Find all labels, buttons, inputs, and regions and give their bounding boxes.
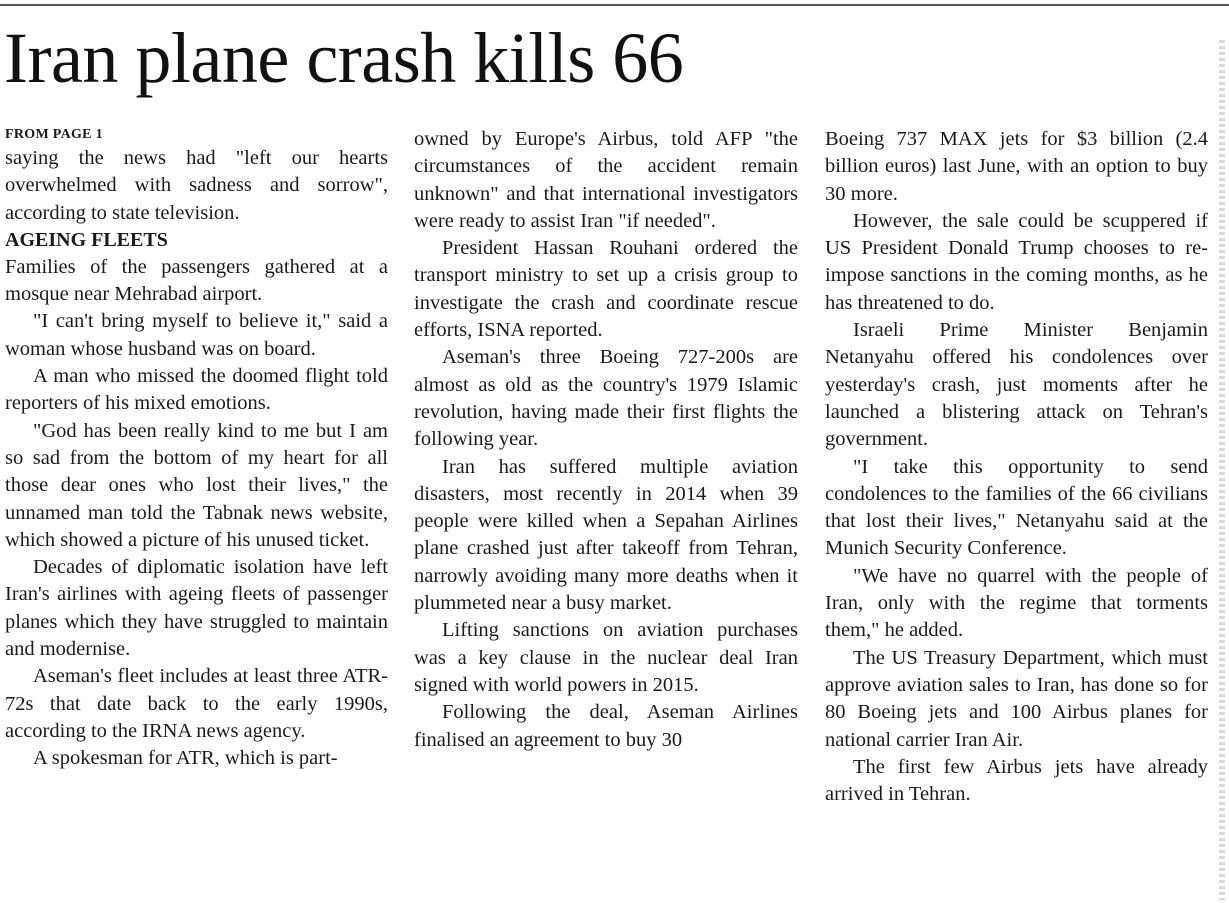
article-column-2: [414, 126, 798, 903]
headline: Iran plane crash kills 66: [4, 18, 684, 98]
paragraph: The first few Airbus jets have already arrived in Tehran.: [825, 755, 1208, 806]
paragraph: "I can't bring myself to believe it," said a woman whose husband was on board.: [5, 310, 388, 360]
paragraph: However, the sale could be scuppered if US President Donald Trump chooses to re-impose sanctions in the coming months, as he has threatened to do.: [825, 209, 1208, 314]
paragraph: saying the news had "left our hearts overwhelmed with sadness and sorrow", according to state television.: [5, 147, 388, 224]
paragraph: A man who missed the doomed flight told reporters of his mixed emotions.: [5, 365, 388, 415]
article-column-3: [825, 126, 1208, 903]
subhead: AGEING FLEETS: [5, 228, 168, 251]
paragraph: Following the deal, Aseman Airlines finalised an agreement to buy 30: [414, 701, 798, 751]
paragraph: "God has been really kind to me but I am so sad from the bottom of my heart for all those dear ones who lost their lives," the unnamed man told the Tabnak news website, which showed a picture of his unused ticket.: [5, 419, 388, 551]
paragraph: Aseman's fleet includes at least three ATR-72s that date back to the early 1990s, according to the IRNA news agency.: [5, 665, 388, 742]
paragraph: Families of the passengers gathered at a mosque near Mehrabad airport.: [5, 255, 388, 306]
paragraph: The US Treasury Department, which must approve aviation sales to Iran, has done so for 80 Boeing jets and 100 Airbus planes for national carrier Iran Air.: [825, 646, 1208, 751]
top-rule: [0, 4, 1229, 6]
article-column-1: [5, 126, 388, 903]
from-page-label: FROM PAGE 1: [5, 127, 103, 142]
paragraph: Iran has suffered multiple aviation disasters, most recently in 2014 when 39 people were killed when a Sepahan Airlines plane crashed just after takeoff from Tehran, narrowly avoiding many more deaths when it plummeted near a busy market.: [414, 455, 798, 615]
paragraph: owned by Europe's Airbus, told AFP "the circumstances of the accident remain unknown" and that international investigators were ready to assist Iran "if needed".: [414, 128, 798, 232]
paragraph: "I take this opportunity to send condolences to the families of the 66 civilians that lost their lives," Netanyahu said at the Munich Security Conference.: [825, 455, 1208, 560]
paragraph: Lifting sanctions on aviation purchases was a key clause in the nuclear deal Iran signed with world powers in 2015.: [414, 619, 798, 696]
paragraph: A spokesman for ATR, which is part-: [33, 747, 338, 770]
paragraph: Boeing 737 MAX jets for $3 billion (2.4 billion euros) last June, with an option to buy 30 more.: [825, 128, 1208, 205]
paragraph: Aseman's three Boeing 727-200s are almost as old as the country's 1979 Islamic revolution, having made their first flights the following year.: [414, 346, 798, 451]
column-edge-rule: [1219, 40, 1225, 900]
paragraph: Israeli Prime Minister Benjamin Netanyahu offered his condolences over yesterday's crash, just moments after he launched a blistering attack on Tehran's government.: [825, 319, 1208, 451]
paragraph: "We have no quarrel with the people of Iran, only with the regime that torments them," he added.: [825, 564, 1208, 642]
paragraph: President Hassan Rouhani ordered the transport ministry to set up a crisis group to investigate the crash and coordinate rescue efforts, ISNA reported.: [414, 237, 798, 342]
paragraph: Decades of diplomatic isolation have left Iran's airlines with ageing fleets of passenger planes which they have struggled to maintain and modernise.: [5, 556, 388, 661]
